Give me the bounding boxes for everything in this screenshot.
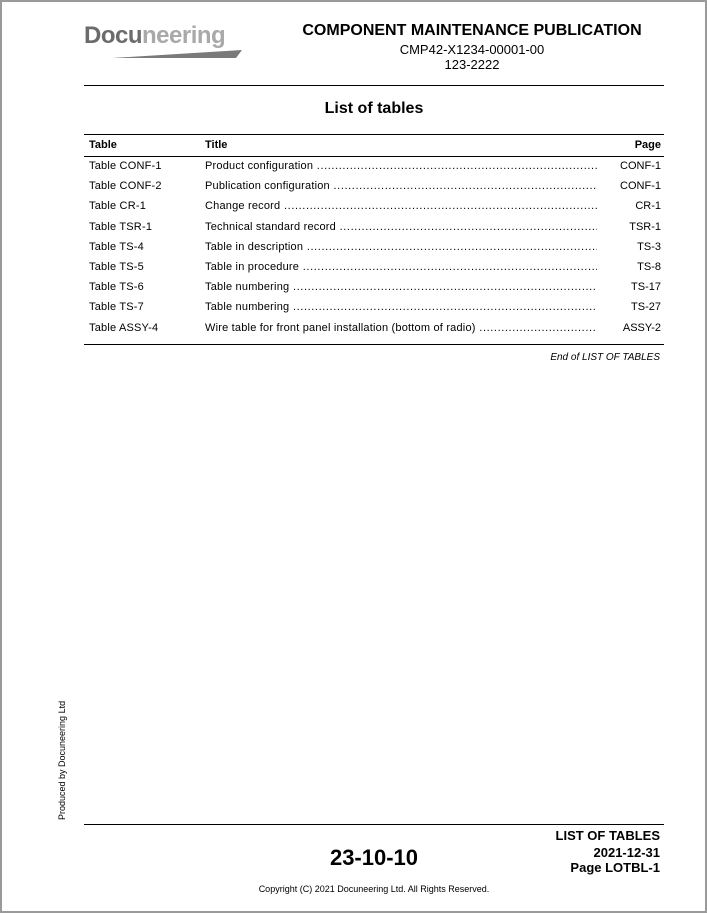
table-title-link[interactable]: Table in procedure ..... [205,261,597,273]
producer-note: Produced by Docuneering Ltd [57,700,67,820]
table-id-cell: Table TSR-1 [89,220,153,233]
table-page-ref: CONF-1 [620,180,661,193]
table-title-link[interactable]: Table numbering ..... [205,281,597,293]
table-page-ref: TSR-1 [629,220,661,233]
table-row[interactable] [84,238,664,258]
table-title-link[interactable]: Wire table for front panel installation (bottom of radio) ..... [205,322,597,334]
table-page-ref: TS-17 [631,281,661,294]
table-row[interactable] [84,157,664,177]
publication-title: COMPONENT MAINTENANCE PUBLICATION [302,22,642,39]
table-bottom-rule [84,339,664,345]
document-id: CMP42-X1234-00001-00 [399,42,545,57]
table-page-ref: CONF-1 [620,160,661,172]
table-id-cell: Table TS-5 [89,260,144,273]
column-header-title: Title [205,139,228,151]
table-id-cell: Table TS-7 [89,301,144,314]
logo-text-part1: Docu [84,22,142,49]
table-row[interactable] [84,278,664,298]
column-header-page: Page [634,139,661,151]
table-row[interactable] [84,298,664,318]
table-id-cell: Table TS-4 [89,240,144,253]
header-divider [84,85,664,86]
footer-date: 2021-12-31 [593,845,660,860]
table-id-cell: Table CONF-1 [89,160,162,172]
chapter-code: 23-10-10 [329,845,419,870]
footer-page-number: Page LOTBL-1 [570,860,660,875]
table-title-link[interactable]: Table numbering ..... [205,301,597,313]
table-body [84,157,664,339]
table-row[interactable] [84,258,664,278]
table-title-link[interactable]: Publication configuration ..... [205,180,597,192]
table-title-link[interactable]: Technical standard record ..... [205,221,597,233]
footer-section: LIST OF TABLES [555,828,660,843]
table-row[interactable] [84,197,664,217]
table-id-cell: Table TS-6 [89,281,144,294]
list-of-tables [84,134,664,345]
table-page-ref: ASSY-2 [622,321,661,334]
table-id-cell: Table ASSY-4 [89,321,159,334]
table-page-ref: TS-3 [637,240,661,253]
table-row[interactable] [84,177,664,197]
table-id-cell: Table CONF-2 [89,180,162,193]
document-number: 123-2222 [444,57,500,72]
copyright-notice: Copyright (C) 2021 Docuneering Ltd. All Rights Reserved. [258,884,490,894]
table-title-link[interactable]: Change record ..... [205,200,597,212]
table-page-ref: CR-1 [635,200,661,213]
table-title-link[interactable]: Product configuration ..... [205,160,597,172]
end-note: End of LIST OF TABLES [550,352,660,363]
table-page-ref: TS-27 [631,301,661,314]
table-row[interactable] [84,218,664,238]
logo-text-part2: neering [142,22,226,49]
table-row[interactable] [84,319,664,339]
column-header-table: Table [89,139,117,151]
footer-divider [84,824,664,825]
table-title-link[interactable]: Table in description ..... [205,241,597,253]
table-header-row [84,134,664,157]
docuneering-logo [84,22,244,62]
table-page-ref: TS-8 [637,260,661,273]
page-title: List of tables [324,100,424,117]
table-id-cell: Table CR-1 [89,200,147,213]
logo-swoosh-icon [112,49,242,59]
